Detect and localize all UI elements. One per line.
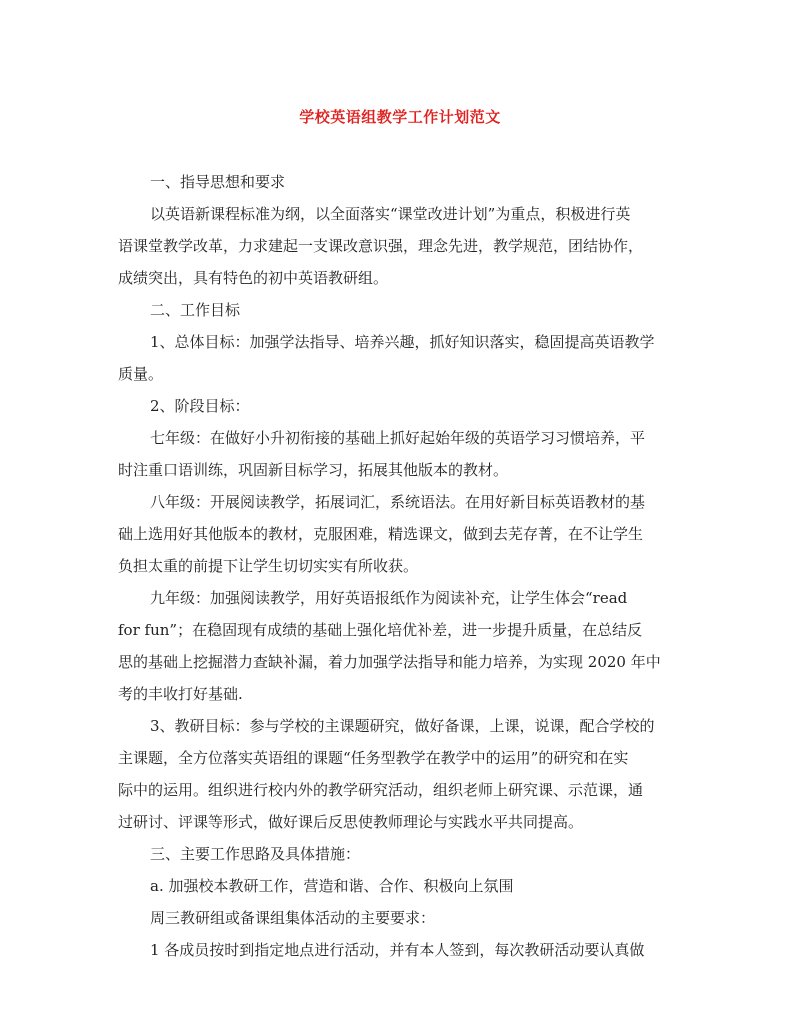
paragraph-line: 以英语新课程标准为纲，以全面落实“课堂改进计划”为重点，积极进行英: [150, 205, 631, 223]
paragraph-line: 考的丰收打好基础.: [118, 685, 243, 703]
paragraph-line: 九年级：加强阅读教学，用好英语报纸作为阅读补充，让学生体会“read: [150, 589, 628, 607]
subheading-line: 2、阶段目标：: [150, 397, 250, 415]
paragraph-line: 3、教研目标：参与学校的主课题研究，做好备课，上课，说课，配合学校的: [150, 717, 655, 735]
paragraph-line: 七年级：在做好小升初衔接的基础上抓好起始年级的英语学习习惯培养，平: [150, 429, 646, 447]
section-heading-3: 三、主要工作思路及具体措施：: [150, 845, 361, 863]
paragraph-line: 思的基础上挖掘潜力查缺补漏，着力加强学法指导和能力培养，为实现 2020 年中: [118, 653, 661, 671]
paragraph-line: 周三教研组或备课组集体活动的主要要求：: [150, 909, 436, 927]
paragraph-line: 1、总体目标：加强学法指导、培养兴趣，抓好知识落实，稳固提高英语教学: [150, 333, 655, 351]
paragraph-line: 八年级：开展阅读教学，拓展词汇，系统语法。在用好新目标英语教材的基: [150, 493, 646, 511]
paragraph-line: 主课题，全方位落实英语组的课题“任务型教学在教学中的运用”的研究和在实: [118, 749, 629, 767]
paragraph-line: 负担太重的前提下让学生切切实实有所收获。: [118, 557, 419, 575]
paragraph-line: 础上选用好其他版本的教材，克服困难，精选课文，做到去芜存菁，在不让学生: [118, 525, 644, 543]
paragraph-line: 1 各成员按时到指定地点进行活动，并有本人签到，每次教研活动要认真做: [150, 941, 645, 959]
section-heading-1: 一、指导思想和要求: [150, 173, 286, 191]
paragraph-line: 质量。: [118, 365, 164, 383]
document-title: 学校英语组教学工作计划范文: [299, 108, 501, 126]
paragraph-line: a. 加强校本教研工作，营造和谐、合作、积极向上氛围: [150, 877, 514, 895]
paragraph-line: for fun”；在稳固现有成绩的基础上强化培优补差，进一步提升质量，在总结反: [118, 621, 643, 639]
paragraph-line: 语课堂教学改革，力求建起一支课改意识强，理念先进，教学规范，团结协作，: [118, 237, 644, 255]
section-heading-2: 二、工作目标: [150, 301, 241, 319]
paragraph-line: 际中的运用。组织进行校内外的教学研究活动，组织老师上研究课、示范课，通: [118, 781, 644, 799]
paragraph-line: 时注重口语训练，巩固新目标学习，拓展其他版本的教材。: [118, 461, 509, 479]
paragraph-line: 过研讨、评课等形式，做好课后反思使教师理论与实践水平共同提高。: [118, 813, 584, 831]
paragraph-line: 成绩突出，具有特色的初中英语教研组。: [118, 269, 389, 287]
